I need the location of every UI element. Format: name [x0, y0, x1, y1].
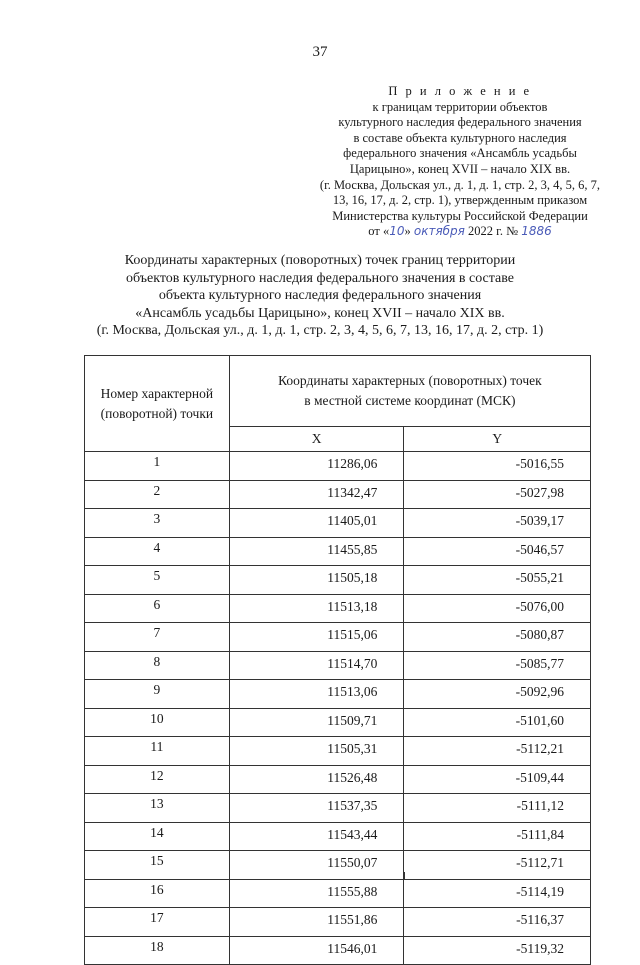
table-continuation [84, 872, 591, 902]
x-coordinate-cell: 11550,07 [229, 851, 404, 880]
appendix-block [300, 84, 620, 240]
point-number-header-line: Номер характерной [100, 385, 214, 401]
title-line: объекта культурного наследия федерального значения [158, 288, 482, 304]
point-number-cell: 13 [85, 794, 230, 823]
appendix-line: в составе объекта культурного наследия [353, 130, 567, 145]
x-coordinate-cell: 11509,71 [229, 708, 404, 737]
x-coordinate-cell: 11546,01 [229, 936, 404, 965]
point-number-header [85, 356, 230, 452]
appendix-line: Царицыно», конец XVII – начало XIX вв. [349, 161, 571, 176]
y-coordinate-cell: -5046,57 [404, 537, 591, 566]
document-title [60, 252, 580, 340]
y-coordinate-cell: -5116,37 [404, 908, 591, 937]
x-coordinate-cell: 11286,06 [229, 452, 404, 481]
table-row [85, 566, 591, 595]
point-number-cell: 8 [85, 651, 230, 680]
y-coordinate-cell: -5112,71 [404, 851, 591, 880]
table-row [85, 765, 591, 794]
y-coordinate-cell: -5101,60 [404, 708, 591, 737]
y-coordinate-cell: -5111,12 [404, 794, 591, 823]
table-row [85, 822, 591, 851]
order-month-handwritten: октября [413, 224, 465, 239]
x-coordinate-cell: 11405,01 [229, 509, 404, 538]
point-number-cell: 16 [85, 879, 230, 908]
table-row [85, 480, 591, 509]
order-date-line [300, 224, 620, 240]
table-row [85, 452, 591, 481]
x-coordinate-cell: 11513,06 [229, 680, 404, 709]
table-border-stub [590, 872, 591, 880]
point-number-cell: 18 [85, 936, 230, 965]
order-number-handwritten: 1886 [521, 224, 552, 239]
point-number-cell: 3 [85, 509, 230, 538]
table-border-stub [229, 872, 230, 880]
appendix-line: к границам территории объектов [372, 99, 548, 114]
title-line: объектов культурного наследия федерального значения в составе [125, 270, 515, 286]
x-coordinate-cell: 11515,06 [229, 623, 404, 652]
y-coordinate-cell: -5016,55 [404, 452, 591, 481]
order-year: 2022 г. № [464, 224, 522, 239]
y-coordinate-cell: -5112,21 [404, 737, 591, 766]
y-coordinate-cell: -5111,84 [404, 822, 591, 851]
table-row [85, 794, 591, 823]
table-border-stub [404, 872, 405, 880]
point-number-cell: 1 [85, 452, 230, 481]
appendix-line: культурного наследия федерального значения [338, 115, 582, 130]
point-number-cell: 15 [85, 851, 230, 880]
x-coordinate-cell: 11555,88 [229, 879, 404, 908]
appendix-line: Министерства культуры Российской Федерации [332, 208, 588, 223]
table-row [85, 537, 591, 566]
appendix-line: 13, 16, 17, д. 2, стр. 1), утвержденным приказом [332, 193, 588, 208]
point-number-cell: 5 [85, 566, 230, 595]
point-number-cell: 6 [85, 594, 230, 623]
point-number-cell: 4 [85, 537, 230, 566]
table-row [85, 594, 591, 623]
x-coordinate-cell: 11514,70 [229, 651, 404, 680]
table-border-stub [84, 872, 85, 880]
coordinates-header [229, 356, 590, 427]
x-coordinate-cell: 11551,86 [229, 908, 404, 937]
order-mid: » [404, 224, 414, 239]
y-coordinate-cell: -5109,44 [404, 765, 591, 794]
title-line: Координаты характерных (поворотных) точек границ территории [124, 253, 516, 268]
y-coordinate-cell: -5085,77 [404, 651, 591, 680]
x-coordinate-cell: 11543,44 [229, 822, 404, 851]
y-coordinate-cell: -5076,00 [404, 594, 591, 623]
y-coordinate-cell: -5119,32 [404, 936, 591, 965]
y-column-header: Y [404, 427, 591, 452]
x-coordinate-cell: 11513,18 [229, 594, 404, 623]
appendix-line: (г. Москва, Дольская ул., д. 1, д. 1, стр. 2, 3, 4, 5, 6, 7, [319, 177, 601, 192]
table-row [85, 708, 591, 737]
table-row [85, 651, 591, 680]
page-number: 37 [312, 44, 328, 60]
appendix-heading: П р и л о ж е н и е [388, 84, 532, 98]
point-number-cell: 17 [85, 908, 230, 937]
x-coordinate-cell: 11537,35 [229, 794, 404, 823]
y-coordinate-cell: -5027,98 [404, 480, 591, 509]
point-number-cell: 12 [85, 765, 230, 794]
x-coordinate-cell: 11342,47 [229, 480, 404, 509]
point-number-cell: 10 [85, 708, 230, 737]
table-row [85, 509, 591, 538]
x-coordinate-cell: 11526,48 [229, 765, 404, 794]
table-row [85, 936, 591, 965]
table-row [85, 908, 591, 937]
point-number-cell: 7 [85, 623, 230, 652]
x-coordinate-cell: 11505,18 [229, 566, 404, 595]
y-coordinate-cell: -5114,19 [404, 879, 591, 908]
point-number-cell: 9 [85, 680, 230, 709]
x-coordinate-cell: 11505,31 [229, 737, 404, 766]
y-coordinate-cell: -5055,21 [404, 566, 591, 595]
order-prefix: от « [368, 224, 390, 239]
coordinates-header-line: в местной системе координат (МСК) [304, 393, 516, 408]
order-day-handwritten: 10 [389, 224, 405, 239]
coordinates-header-line: Координаты характерных (поворотных) точек [278, 373, 542, 388]
point-number-cell: 14 [85, 822, 230, 851]
point-number-cell: 2 [85, 480, 230, 509]
table-row [85, 680, 591, 709]
x-column-header: X [229, 427, 404, 452]
y-coordinate-cell: -5039,17 [404, 509, 591, 538]
table-row [85, 623, 591, 652]
table-row [85, 737, 591, 766]
title-line: «Ансамбль усадьбы Царицыно», конец XVII – начало XIX вв. [135, 305, 505, 321]
appendix-line: федерального значения «Ансамбль усадьбы [343, 146, 577, 161]
y-coordinate-cell: -5080,87 [404, 623, 591, 652]
x-coordinate-cell: 11455,85 [229, 537, 404, 566]
point-number-cell: 11 [85, 737, 230, 766]
point-number-header-line: (поворотной) точки [100, 405, 214, 421]
title-line: (г. Москва, Дольская ул., д. 1, д. 1, стр. 2, 3, 4, 5, 6, 7, 13, 16, 17, д. 2, стр. 1) [96, 323, 544, 339]
y-coordinate-cell: -5092,96 [404, 680, 591, 709]
